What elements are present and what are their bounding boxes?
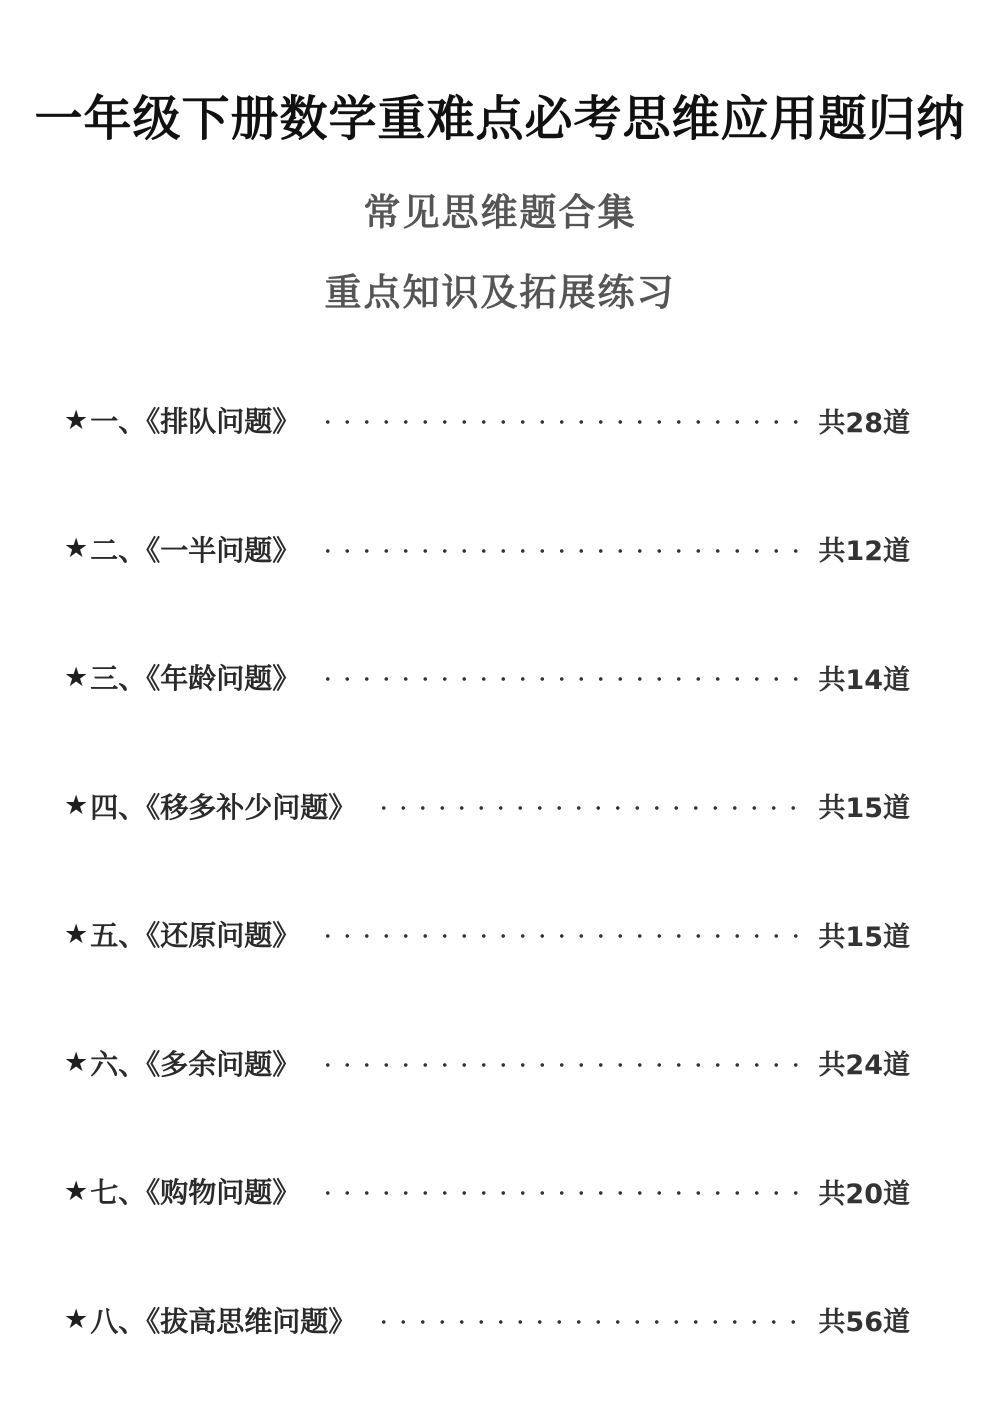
star-icon: ★ bbox=[64, 919, 88, 950]
toc-item bbox=[64, 398, 910, 527]
document-subtitle-collection: 常见思维题合集 bbox=[0, 182, 1000, 236]
toc-dot-leader bbox=[318, 420, 808, 424]
toc-item bbox=[64, 1298, 910, 1426]
toc-dot-leader bbox=[318, 1191, 808, 1195]
toc-item-count: 共15道 bbox=[818, 786, 910, 825]
star-icon: ★ bbox=[64, 533, 88, 564]
toc-item-label: 二、《一半问题》 bbox=[90, 529, 300, 569]
toc-item bbox=[64, 1169, 910, 1298]
toc-item-label: 八、《拔高思维问题》 bbox=[90, 1300, 356, 1340]
toc-item-label: 七、《购物问题》 bbox=[90, 1171, 300, 1211]
document-subtitle-practice: 重点知识及拓展练习 bbox=[0, 262, 1000, 316]
toc-item-count: 共56道 bbox=[818, 1300, 910, 1339]
toc-item-count: 共12道 bbox=[818, 529, 910, 568]
toc-item bbox=[64, 912, 910, 1041]
star-icon: ★ bbox=[64, 1304, 88, 1335]
star-icon: ★ bbox=[64, 1047, 88, 1078]
toc-item-count: 共28道 bbox=[818, 401, 910, 440]
star-icon: ★ bbox=[64, 790, 88, 821]
toc-dot-leader bbox=[374, 806, 808, 810]
toc-item-label: 一、《排队问题》 bbox=[90, 400, 300, 440]
toc-dot-leader bbox=[318, 677, 808, 681]
document-title: 一年级下册数学重难点必考思维应用题归纳 bbox=[0, 80, 1000, 149]
star-icon: ★ bbox=[64, 1176, 88, 1207]
toc-item-label: 五、《还原问题》 bbox=[90, 914, 300, 954]
toc-item bbox=[64, 527, 910, 656]
toc-dot-leader bbox=[374, 1320, 808, 1324]
toc-item-label: 六、《多余问题》 bbox=[90, 1043, 300, 1083]
toc-dot-leader bbox=[318, 934, 808, 938]
toc-item-count: 共15道 bbox=[818, 915, 910, 954]
toc-item-label: 三、《年龄问题》 bbox=[90, 657, 300, 697]
toc-item bbox=[64, 784, 910, 913]
toc-item-label: 四、《移多补少问题》 bbox=[90, 786, 356, 826]
star-icon: ★ bbox=[64, 405, 88, 436]
star-icon: ★ bbox=[64, 662, 88, 693]
toc-item-count: 共14道 bbox=[818, 658, 910, 697]
toc-dot-leader bbox=[318, 1063, 808, 1067]
toc-item bbox=[64, 655, 910, 784]
toc-dot-leader bbox=[318, 549, 808, 553]
toc-item-count: 共20道 bbox=[818, 1172, 910, 1211]
toc-item bbox=[64, 1041, 910, 1170]
toc-item-count: 共24道 bbox=[818, 1043, 910, 1082]
table-of-contents bbox=[64, 398, 910, 1426]
